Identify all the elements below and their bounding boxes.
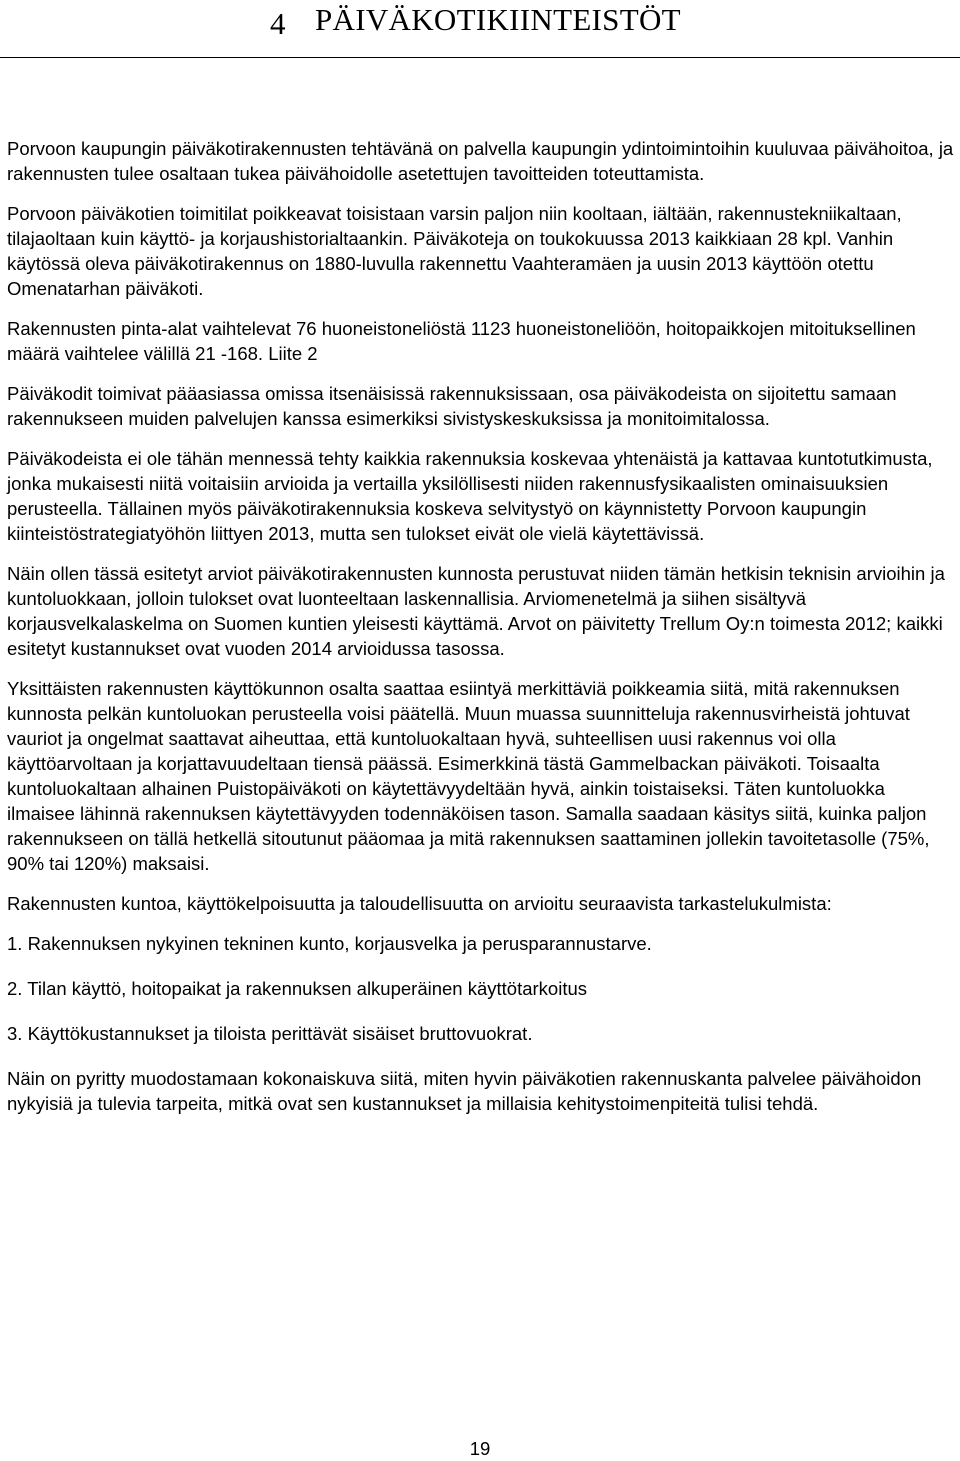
paragraph: Porvoon kaupungin päiväkotirakennusten tehtävänä on palvella kaupungin ydintoimintoihin kuuluvaa päivähoitoa, ja rakennusten tulee osaltaan tukea päivähoidolle asetettujen tavoitteiden toteuttamista. xyxy=(7,138,954,184)
list-item: 2. Tilan käyttö, hoitopaikat ja rakennuksen alkuperäinen käyttötarkoitus xyxy=(7,978,588,999)
paragraph: Rakennusten kuntoa, käyttökelpoisuutta ja taloudellisuutta on arvioitu seuraavista tarkastelukulmista: xyxy=(7,893,832,914)
section-heading xyxy=(0,0,960,58)
list-item: 1. Rakennuksen nykyinen tekninen kunto, korjausvelka ja perusparannustarve. xyxy=(7,933,652,954)
closing-paragraph: Näin on pyritty muodostamaan kokonaiskuva siitä, miten hyvin päiväkotien rakennuskanta palvelee päivähoidon nykyisiä ja tulevia tarpeita, mitkä ovat sen kustannukset ja millaisia kehitystoimenpiteitä tulisi tehdä. xyxy=(7,1068,922,1114)
list-item: 3. Käyttökustannukset ja tiloista perittävät sisäiset bruttovuokrat. xyxy=(7,1023,533,1044)
paragraph: Rakennusten pinta-alat vaihtelevat 76 huoneistoneliöstä 1123 huoneistoneliöön, hoitopaikkojen mitoituksellinen määrä vaihtelee välillä 21 -168. Liite 2 xyxy=(7,318,916,364)
document-body xyxy=(7,136,955,1131)
paragraph: Näin ollen tässä esitetyt arviot päiväkotirakennusten kunnosta perustuvat niiden tämän hetkisin teknisin arvioihin ja kuntoluokkaan, jolloin tulokset ovat luonteeltaan laskennallisia. Arviomenetelmä ja siihen sisältyvä korjausvelkalaskelma on Suomen kuntien yleisesti käyttämä. Arvot on päivitetty Trellum Oy:n toimesta 2012; kaikki esitetyt kustannukset ovat vuoden 2014 arvioidussa tasossa. xyxy=(7,563,945,659)
paragraph: Päiväkodit toimivat pääasiassa omissa itsenäisissä rakennuksissaan, osa päiväkodeista on sijoitettu samaan rakennukseen muiden palvelujen kanssa esimerkiksi sivistyskeskuksissa ja monitoimitalossa. xyxy=(7,383,897,429)
paragraph: Yksittäisten rakennusten käyttökunnon osalta saattaa esiintyä merkittäviä poikkeamia siitä, mitä rakennuksen kunnosta pelkän kuntoluokan perusteella voisi päätellä. Muun muassa suunnitteluja rakennusvirheistä johtuvat vauriot ja ongelmat saattavat aiheuttaa, että kuntoluokaltaan hyvä, suhteellisen uusi rakennus voi olla käyttöarvoltaan ja korjattavuudeltaan tiensä päässä. Esimerkkinä tästä Gammelbackan päiväkoti. Toisaalta kuntoluokaltaan alhainen Puistopäiväkoti on käytettävyydeltään hyvä, ainkin toistaiseksi. Täten kuntoluokka ilmaisee lähinnä rakennuksen käytettävyyden todennäköisen tason. Samalla saadaan käsitys siitä, kuinka paljon rakennukseen on tällä hetkellä sitoutunut pääomaa ja mitä rakennuksen saattaminen jollekin tavoitetasolle (75%, 90% tai 120%) maksaisi. xyxy=(7,678,930,874)
section-title: PÄIVÄKOTIKIINTEISTÖT xyxy=(315,2,681,37)
section-number: 4 xyxy=(270,6,286,41)
paragraph: Päiväkodeista ei ole tähän mennessä tehty kaikkia rakennuksia koskevaa yhtenäistä ja kattavaa kuntotutkimusta, jonka mukaisesti niitä voitaisiin arvioida ja vertailla yksilöllisesti niiden rakennusfysikaalisten ominaisuuksien perusteella. Tällainen myös päiväkotirakennuksia koskeva selvitystyö on käynnistetty Porvoon kaupungin kiinteistöstrategiatyöhön liittyen 2013, mutta sen tulokset eivät ole vielä käytettävissä. xyxy=(7,448,933,544)
page-number: 19 xyxy=(469,1438,491,1459)
paragraph: Porvoon päiväkotien toimitilat poikkeavat toisistaan varsin paljon niin kooltaan, iältään, rakennustekniikaltaan, tilajaoltaan kuin käyttö- ja korjaushistorialtaankin. Päiväkoteja on toukokuussa 2013 kaikkiaan 28 kpl. Vanhin käytössä oleva päiväkotirakennus on 1880-luvulla rakennettu Vaahteramäen ja uusin 2013 käyttöön otettu Omenatarhan päiväkoti. xyxy=(7,203,902,299)
